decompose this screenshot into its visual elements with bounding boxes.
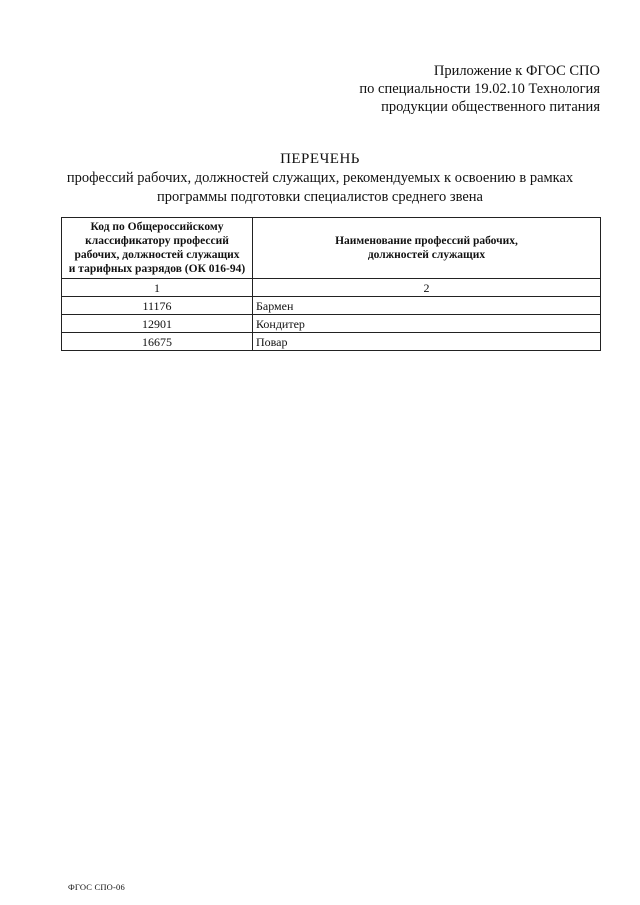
header-code-line-2: классификатору профессий xyxy=(85,235,229,247)
document-subtitle-line-1: профессий рабочих, должностей служащих, рекомендуемых к освоению в рамках xyxy=(66,170,574,186)
professions-table xyxy=(61,217,601,351)
header-name-line-1: Наименование профессий рабочих, xyxy=(335,235,518,247)
header-code xyxy=(62,218,253,279)
appendix-line-1: Приложение к ФГОС СПО xyxy=(433,63,600,79)
header-name xyxy=(253,218,601,279)
document-title: ПЕРЕЧЕНЬ xyxy=(280,151,360,167)
header-code-line-3: рабочих, должностей служащих xyxy=(74,249,240,261)
document-subtitle-line-2: программы подготовки специалистов среднего звена xyxy=(157,189,483,205)
appendix-line-3: продукции общественного питания xyxy=(381,99,600,115)
profession-name: Кондитер xyxy=(253,315,601,333)
profession-code: 16675 xyxy=(62,333,253,351)
column-number-1: 1 xyxy=(62,279,253,297)
profession-code: 12901 xyxy=(62,315,253,333)
table-row xyxy=(62,297,601,315)
header-code-line-4: и тарифных разрядов (ОК 016-94) xyxy=(68,263,246,275)
profession-name: Бармен xyxy=(253,297,601,315)
footer-code: ФГОС СПО-06 xyxy=(68,882,125,892)
table-row xyxy=(62,333,601,351)
profession-code: 11176 xyxy=(62,297,253,315)
table-row xyxy=(62,315,601,333)
appendix-header xyxy=(240,62,600,116)
column-number-row xyxy=(62,279,601,297)
table-header-row xyxy=(62,218,601,279)
document-title-block xyxy=(30,150,610,206)
header-name-line-2: должностей служащих xyxy=(367,249,486,261)
profession-name: Повар xyxy=(253,333,601,351)
header-code-line-1: Код по Общероссийскому xyxy=(90,221,224,233)
appendix-line-2: по специальности 19.02.10 Технология xyxy=(359,81,600,97)
column-number-2: 2 xyxy=(253,279,601,297)
